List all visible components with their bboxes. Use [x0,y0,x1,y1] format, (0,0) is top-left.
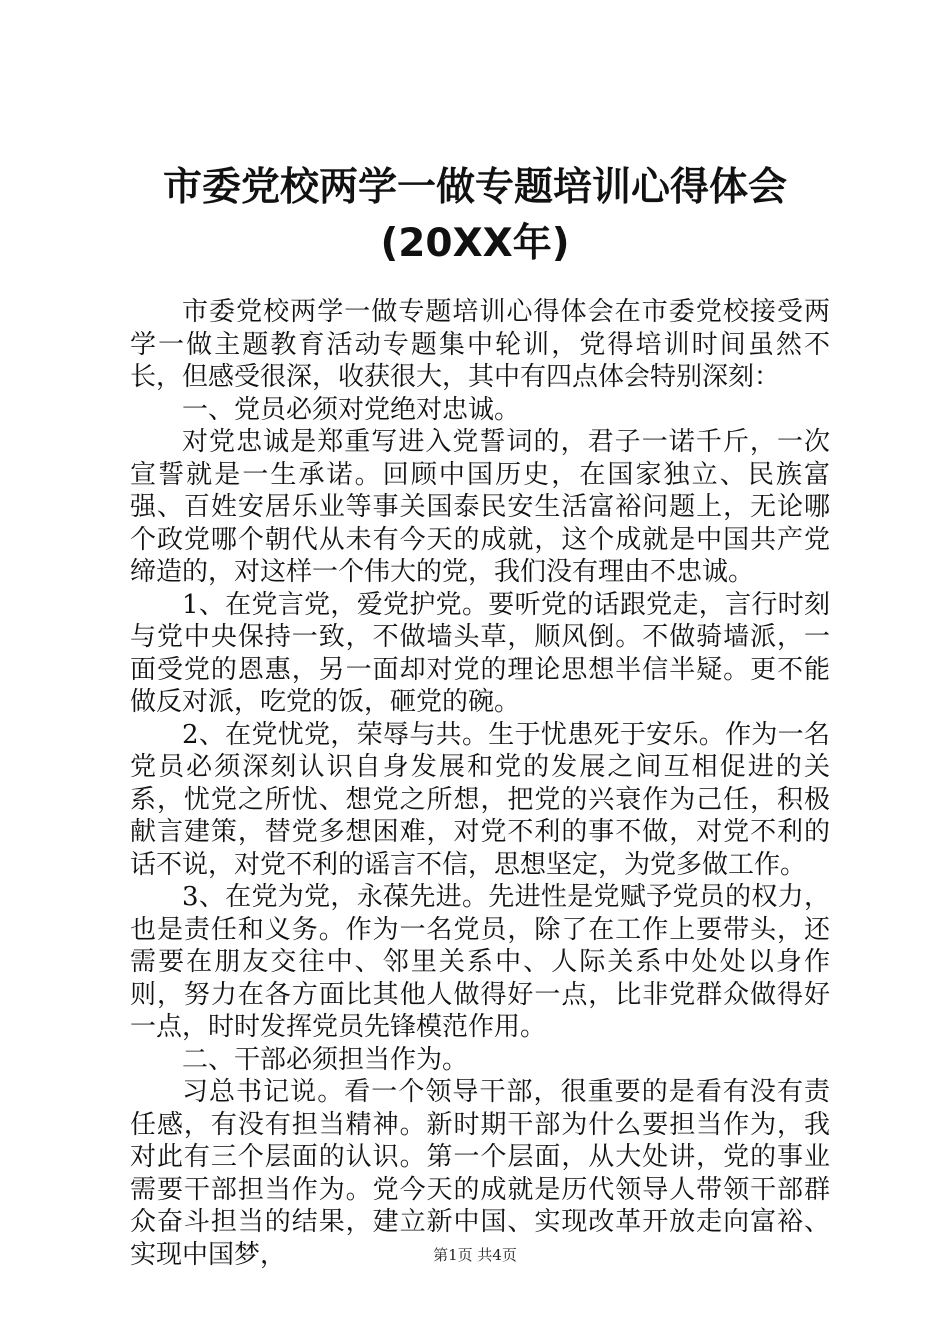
page-footer [0,1245,950,1265]
paragraph-point-1: 1、在党言党，爱党护党。要听党的话跟党走，言行时刻与党中央保持一致，不做墙头草，顺风倒。不做骑墙派，一面受党的恩惠，另一面却对党的理论思想半信半疑。更不能做反对派，吃党的饭，砸党的碗。 [130,589,830,717]
section-heading-1: 一、党员必须对党绝对忠诚。 [182,394,521,425]
paragraph-point-3: 3、在党为党，永葆先进。先进性是党赋予党员的权力，也是责任和义务。作为一名党员，除了在工作上要带头，还需要在朋友交往中、邻里关系中、人际关系中处处以身作则，努力在各方面比其他人做得好一点，比非党群众做得好一点，时时发挥党员先锋模范作用。 [130,882,830,1042]
paragraph-point-2: 2、在党忧党，荣辱与共。生于忧患死于安乐。作为一名党员必须深刻认识自身发展和党的发展之间互相促进的关系，忧党之所忧、想党之所想，把党的兴衰作为己任，积极献言建策，替党多想困难，对党不利的事不做，对党不利的话不说，对党不利的谣言不信，思想坚定，为党多做工作。 [130,719,830,880]
paragraph-intro: 市委党校两学一做专题培训心得体会在市委党校接受两学一做主题教育活动专题集中轮训，党得培训时间虽然不长，但感受很深，收获很大，其中有四点体会特别深刻： [130,297,830,392]
document-title: 市委党校两学一做专题培训心得体会(20XX年) [162,165,787,266]
section-heading-2: 二、干部必须担当作为。 [182,1044,469,1075]
paragraph: 对党忠诚是郑重写进入党誓词的，君子一诺千斤，一次宣誓就是一生承诺。回顾中国历史，在国家独立、民族富强、百姓安居乐业等事关国泰民安生活富裕问题上，无论哪个政党哪个朝代从未有今天的成就，这个成就是中国共产党缔造的，对这样一个伟大的党，我们没有理由不忠诚。 [130,427,830,587]
document-body [130,296,830,1271]
page-number: 第1页 共4页 [433,1246,517,1264]
paragraph: 习总书记说。看一个领导干部，很重要的是看有没有责任感，有没有担当精神。新时期干部为什么要担当作为，我对此有三个层面的认识。第一个层面，从大处讲，党的事业需要干部担当作为。党今天的成就是历代领导人带领干部群众奋斗担当的结果，建立新中国、实现改革开放走向富裕、实现中国梦， [130,1077,830,1270]
